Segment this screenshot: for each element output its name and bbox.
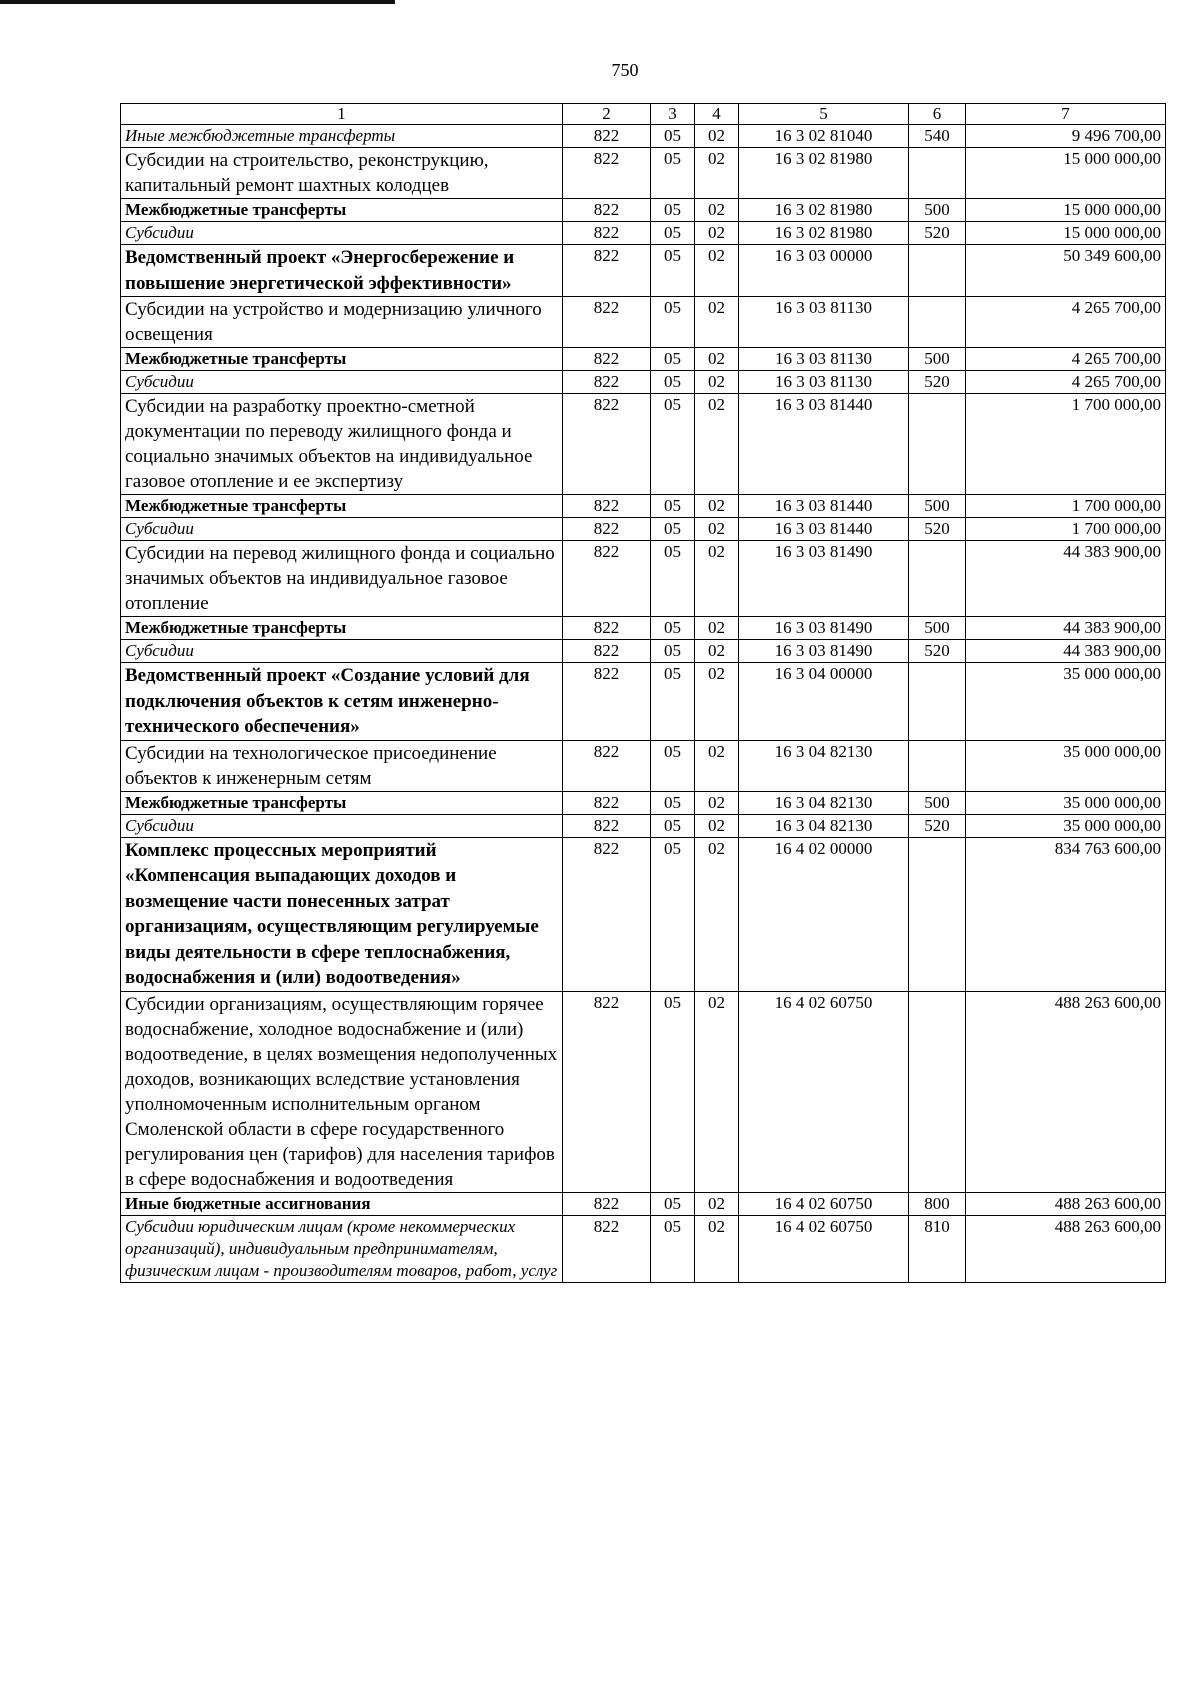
prz-cell: 02	[695, 791, 739, 814]
gr-cell: 822	[563, 518, 651, 541]
row-name-cell: Субсидии	[121, 640, 563, 663]
rz-cell: 05	[651, 495, 695, 518]
rz-cell: 05	[651, 640, 695, 663]
sum-cell: 35 000 000,00	[966, 814, 1166, 837]
csr-cell: 16 3 03 81440	[739, 394, 909, 495]
vr-cell: 500	[909, 617, 966, 640]
row-name-cell: Ведомственный проект «Создание условий для подключения объектов к сетям инженерно-технического обеспечения»	[121, 663, 563, 741]
row-name-cell: Субсидии	[121, 518, 563, 541]
row-name-cell: Межбюджетные трансферты	[121, 348, 563, 371]
sum-cell: 834 763 600,00	[966, 837, 1166, 991]
vr-cell: 520	[909, 814, 966, 837]
rz-cell: 05	[651, 740, 695, 791]
sum-cell: 15 000 000,00	[966, 148, 1166, 199]
sum-cell: 4 265 700,00	[966, 371, 1166, 394]
sum-cell: 35 000 000,00	[966, 740, 1166, 791]
row-name-cell: Субсидии организациям, осуществляющим горячее водоснабжение, холодное водоснабжение и (или) водоотведение, в целях возмещения недополученных доходов, возникающих вследствие установления уполномоченным исполнительным органом Смоленской области в сфере государственного регулирования цен (тарифов) для населения тарифов в сфере водоснабжения и водоотведения	[121, 991, 563, 1192]
vr-cell	[909, 541, 966, 617]
csr-cell: 16 3 04 82130	[739, 814, 909, 837]
header-cell: 5	[739, 104, 909, 125]
row-name-cell: Субсидии на разработку проектно-сметной документации по переводу жилищного фонда и социально значимых объектов на индивидуальное газовое отопление и ее экспертизу	[121, 394, 563, 495]
table-row	[121, 371, 1166, 394]
vr-cell	[909, 663, 966, 741]
vr-cell: 810	[909, 1215, 966, 1282]
vr-cell: 800	[909, 1192, 966, 1215]
rz-cell: 05	[651, 991, 695, 1192]
gr-cell: 822	[563, 371, 651, 394]
gr-cell: 822	[563, 740, 651, 791]
row-name-cell: Субсидии на технологическое присоединение объектов к инженерным сетям	[121, 740, 563, 791]
vr-cell: 520	[909, 222, 966, 245]
rz-cell: 05	[651, 663, 695, 741]
gr-cell: 822	[563, 617, 651, 640]
gr-cell: 822	[563, 125, 651, 148]
prz-cell: 02	[695, 1215, 739, 1282]
table-row	[121, 495, 1166, 518]
sum-cell: 488 263 600,00	[966, 991, 1166, 1192]
header-row	[121, 104, 1166, 125]
sum-cell: 15 000 000,00	[966, 199, 1166, 222]
sum-cell: 50 349 600,00	[966, 245, 1166, 297]
table-row	[121, 148, 1166, 199]
sum-cell: 1 700 000,00	[966, 518, 1166, 541]
csr-cell: 16 3 02 81040	[739, 125, 909, 148]
rz-cell: 05	[651, 199, 695, 222]
vr-cell	[909, 245, 966, 297]
sum-cell: 4 265 700,00	[966, 297, 1166, 348]
rz-cell: 05	[651, 371, 695, 394]
row-name-cell: Субсидии	[121, 222, 563, 245]
gr-cell: 822	[563, 1192, 651, 1215]
vr-cell: 540	[909, 125, 966, 148]
table-row	[121, 617, 1166, 640]
csr-cell: 16 4 02 60750	[739, 991, 909, 1192]
row-name-cell: Межбюджетные трансферты	[121, 495, 563, 518]
rz-cell: 05	[651, 541, 695, 617]
table-row	[121, 394, 1166, 495]
table-row	[121, 663, 1166, 741]
table-row	[121, 837, 1166, 991]
gr-cell: 822	[563, 199, 651, 222]
csr-cell: 16 3 03 81130	[739, 348, 909, 371]
table-row	[121, 791, 1166, 814]
prz-cell: 02	[695, 740, 739, 791]
table-row	[121, 541, 1166, 617]
csr-cell: 16 3 03 81130	[739, 297, 909, 348]
row-name-cell: Межбюджетные трансферты	[121, 791, 563, 814]
header-cell: 1	[121, 104, 563, 125]
table-row	[121, 814, 1166, 837]
row-name-cell: Ведомственный проект «Энергосбережение и повышение энергетической эффективности»	[121, 245, 563, 297]
vr-cell	[909, 297, 966, 348]
page-number: 750	[611, 60, 639, 80]
row-name-cell: Комплекс процессных мероприятий «Компенсация выпадающих доходов и возмещение части понесенных затрат организациям, осуществляющим регулируемые виды деятельности в сфере теплоснабжения, водоснабжения и (или) водоотведения»	[121, 837, 563, 991]
vr-cell: 500	[909, 791, 966, 814]
prz-cell: 02	[695, 148, 739, 199]
csr-cell: 16 4 02 00000	[739, 837, 909, 991]
gr-cell: 822	[563, 663, 651, 741]
csr-cell: 16 4 02 60750	[739, 1192, 909, 1215]
prz-cell: 02	[695, 617, 739, 640]
row-name-cell: Иные бюджетные ассигнования	[121, 1192, 563, 1215]
csr-cell: 16 3 03 81490	[739, 640, 909, 663]
rz-cell: 05	[651, 297, 695, 348]
vr-cell	[909, 837, 966, 991]
csr-cell: 16 3 02 81980	[739, 222, 909, 245]
vr-cell: 520	[909, 371, 966, 394]
row-name-cell: Иные межбюджетные трансферты	[121, 125, 563, 148]
prz-cell: 02	[695, 518, 739, 541]
rz-cell: 05	[651, 617, 695, 640]
row-name-cell: Субсидии	[121, 371, 563, 394]
prz-cell: 02	[695, 371, 739, 394]
prz-cell: 02	[695, 640, 739, 663]
csr-cell: 16 4 02 60750	[739, 1215, 909, 1282]
csr-cell: 16 3 02 81980	[739, 199, 909, 222]
prz-cell: 02	[695, 394, 739, 495]
rz-cell: 05	[651, 245, 695, 297]
rz-cell: 05	[651, 1192, 695, 1215]
rz-cell: 05	[651, 348, 695, 371]
prz-cell: 02	[695, 991, 739, 1192]
sum-cell: 1 700 000,00	[966, 394, 1166, 495]
table-row	[121, 297, 1166, 348]
prz-cell: 02	[695, 222, 739, 245]
rz-cell: 05	[651, 837, 695, 991]
table-row	[121, 518, 1166, 541]
vr-cell	[909, 991, 966, 1192]
sum-cell: 9 496 700,00	[966, 125, 1166, 148]
gr-cell: 822	[563, 148, 651, 199]
vr-cell: 500	[909, 348, 966, 371]
csr-cell: 16 3 04 82130	[739, 791, 909, 814]
sum-cell: 35 000 000,00	[966, 663, 1166, 741]
header-cell: 6	[909, 104, 966, 125]
sum-cell: 1 700 000,00	[966, 495, 1166, 518]
gr-cell: 822	[563, 297, 651, 348]
gr-cell: 822	[563, 348, 651, 371]
rz-cell: 05	[651, 148, 695, 199]
budget-table	[120, 103, 1166, 1283]
gr-cell: 822	[563, 245, 651, 297]
csr-cell: 16 3 03 81440	[739, 518, 909, 541]
vr-cell: 520	[909, 640, 966, 663]
csr-cell: 16 3 04 82130	[739, 740, 909, 791]
rz-cell: 05	[651, 1215, 695, 1282]
sum-cell: 44 383 900,00	[966, 640, 1166, 663]
vr-cell: 520	[909, 518, 966, 541]
prz-cell: 02	[695, 348, 739, 371]
table-row	[121, 1192, 1166, 1215]
vr-cell: 500	[909, 495, 966, 518]
csr-cell: 16 3 03 81490	[739, 617, 909, 640]
rz-cell: 05	[651, 125, 695, 148]
sum-cell: 44 383 900,00	[966, 541, 1166, 617]
table-row	[121, 222, 1166, 245]
prz-cell: 02	[695, 814, 739, 837]
gr-cell: 822	[563, 222, 651, 245]
gr-cell: 822	[563, 814, 651, 837]
sum-cell: 44 383 900,00	[966, 617, 1166, 640]
rz-cell: 05	[651, 222, 695, 245]
prz-cell: 02	[695, 199, 739, 222]
gr-cell: 822	[563, 837, 651, 991]
vr-cell	[909, 148, 966, 199]
prz-cell: 02	[695, 297, 739, 348]
gr-cell: 822	[563, 541, 651, 617]
vr-cell	[909, 740, 966, 791]
prz-cell: 02	[695, 495, 739, 518]
header-cell: 3	[651, 104, 695, 125]
csr-cell: 16 3 03 81440	[739, 495, 909, 518]
sum-cell: 35 000 000,00	[966, 791, 1166, 814]
header-cell: 7	[966, 104, 1166, 125]
sum-cell: 4 265 700,00	[966, 348, 1166, 371]
table-row	[121, 125, 1166, 148]
csr-cell: 16 3 03 81490	[739, 541, 909, 617]
prz-cell: 02	[695, 541, 739, 617]
table-row	[121, 199, 1166, 222]
rz-cell: 05	[651, 814, 695, 837]
row-name-cell: Субсидии	[121, 814, 563, 837]
prz-cell: 02	[695, 1192, 739, 1215]
csr-cell: 16 3 02 81980	[739, 148, 909, 199]
gr-cell: 822	[563, 640, 651, 663]
gr-cell: 822	[563, 394, 651, 495]
row-name-cell: Межбюджетные трансферты	[121, 199, 563, 222]
rz-cell: 05	[651, 394, 695, 495]
row-name-cell: Субсидии на перевод жилищного фонда и социально значимых объектов на индивидуальное газовое отопление	[121, 541, 563, 617]
header-cell: 2	[563, 104, 651, 125]
table-row	[121, 991, 1166, 1192]
prz-cell: 02	[695, 663, 739, 741]
sum-cell: 488 263 600,00	[966, 1215, 1166, 1282]
table-row	[121, 348, 1166, 371]
table-row	[121, 1215, 1166, 1282]
gr-cell: 822	[563, 791, 651, 814]
csr-cell: 16 3 03 00000	[739, 245, 909, 297]
csr-cell: 16 3 04 00000	[739, 663, 909, 741]
table-row	[121, 640, 1166, 663]
table-row	[121, 245, 1166, 297]
prz-cell: 02	[695, 837, 739, 991]
table-row	[121, 740, 1166, 791]
rz-cell: 05	[651, 791, 695, 814]
prz-cell: 02	[695, 245, 739, 297]
gr-cell: 822	[563, 991, 651, 1192]
vr-cell: 500	[909, 199, 966, 222]
prz-cell: 02	[695, 125, 739, 148]
sum-cell: 15 000 000,00	[966, 222, 1166, 245]
gr-cell: 822	[563, 1215, 651, 1282]
csr-cell: 16 3 03 81130	[739, 371, 909, 394]
header-cell: 4	[695, 104, 739, 125]
row-name-cell: Субсидии на строительство, реконструкцию, капитальный ремонт шахтных колодцев	[121, 148, 563, 199]
row-name-cell: Субсидии на устройство и модернизацию уличного освещения	[121, 297, 563, 348]
row-name-cell: Субсидии юридическим лицам (кроме некоммерческих организаций), индивидуальным предпринимателям, физическим лицам - производителям товаров, работ, услуг	[121, 1215, 563, 1282]
rz-cell: 05	[651, 518, 695, 541]
vr-cell	[909, 394, 966, 495]
gr-cell: 822	[563, 495, 651, 518]
top-rule	[0, 0, 395, 4]
sum-cell: 488 263 600,00	[966, 1192, 1166, 1215]
row-name-cell: Межбюджетные трансферты	[121, 617, 563, 640]
